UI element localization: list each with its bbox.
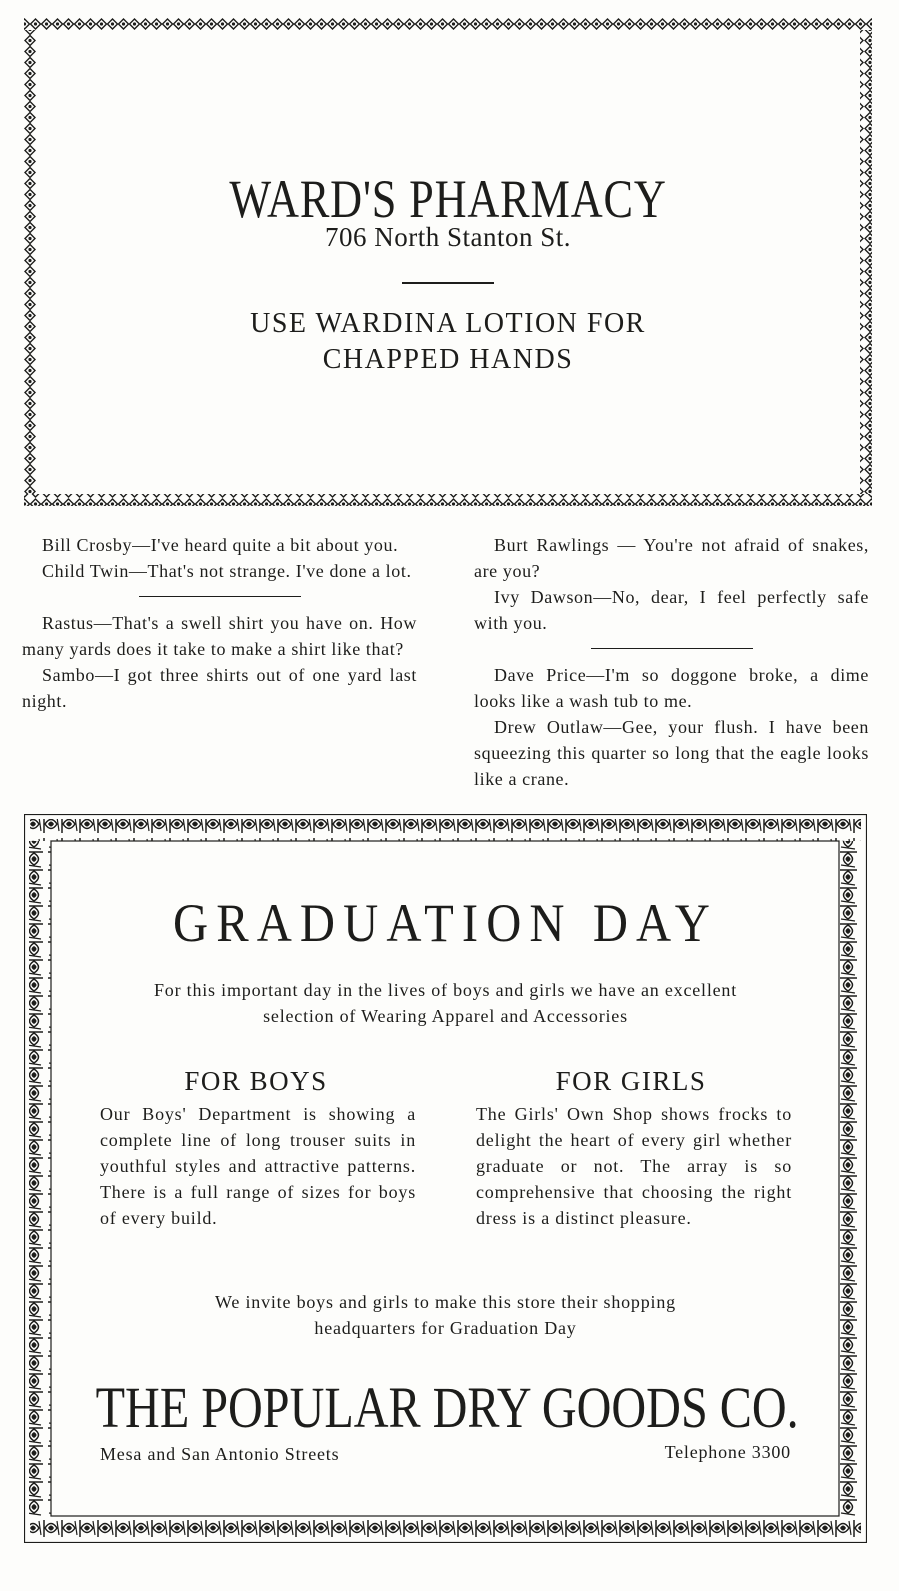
telephone: Telephone 3300	[664, 1442, 791, 1462]
company-name: THE POPULAR DRY GOODS CO.	[95, 1375, 799, 1440]
popular-dry-goods-ad	[24, 814, 867, 1543]
intro-line: For this important day in the lives of boys and girls we have an excellent	[153, 980, 738, 1000]
joke-line: Rastus—That's a swell shirt you have on. How many yards does it take to make a shirt like that?	[22, 613, 417, 659]
slogan-line: USE WARDINA LOTION FOR	[250, 308, 646, 339]
intro-text	[84, 977, 807, 1029]
ward-address: 706 North Stanton St.	[324, 222, 571, 252]
slogan-line: CHAPPED HANDS	[322, 344, 574, 375]
joke-line: Ivy Dawson—No, dear, I feel perfectly safe with you.	[474, 587, 869, 633]
intro-line: selection of Wearing Apparel and Accessories	[263, 1006, 628, 1026]
invite-line: We invite boys and girls to make this store their shopping	[215, 1292, 676, 1312]
joke-line: Burt Rawlings — You're not afraid of snakes, are you?	[474, 535, 869, 581]
store-address: Mesa and San Antonio Streets	[100, 1444, 340, 1464]
ward-slogan	[24, 306, 872, 378]
joke-line: Drew Outlaw—Gee, your flush. I have been squeezing this quarter so long that the eagle looks like a crane.	[474, 717, 869, 789]
divider	[402, 282, 494, 284]
invite-line: headquarters for Graduation Day	[314, 1318, 577, 1338]
joke-line: Child Twin—That's not strange. I've done a lot.	[42, 561, 412, 581]
for-girls-text: The Girls' Own Shop shows frocks to delight the heart of every girl whether graduate or not. The array is so comprehensive that choosing the right dress is a distinct pleasure.	[476, 1104, 792, 1228]
diamond-border	[24, 18, 872, 506]
for-boys-text: Our Boys' Department is showing a complete line of long trouser suits in youthful styles and attractive patterns. There is a full range of sizes for boys of every build.	[100, 1104, 416, 1228]
jokes-right-column	[474, 532, 869, 792]
wards-pharmacy-ad	[24, 18, 872, 506]
joke-line: Dave Price—I'm so doggone broke, a dime looks like a wash tub to me.	[474, 665, 869, 711]
joke-line: Sambo—I got three shirts out of one yard last night.	[22, 665, 417, 711]
invite-text	[84, 1289, 807, 1341]
ward-title: WARD'S PHARMACY	[229, 169, 667, 229]
joke-divider	[591, 648, 753, 649]
for-boys-heading: FOR BOYS	[184, 1066, 328, 1096]
for-girls-heading: FOR GIRLS	[555, 1066, 707, 1096]
graduation-day-title: GRADUATION DAY	[173, 893, 718, 953]
joke-line: Bill Crosby—I've heard quite a bit about you.	[42, 535, 399, 555]
jokes-left-column	[22, 532, 417, 714]
joke-divider	[139, 596, 301, 597]
